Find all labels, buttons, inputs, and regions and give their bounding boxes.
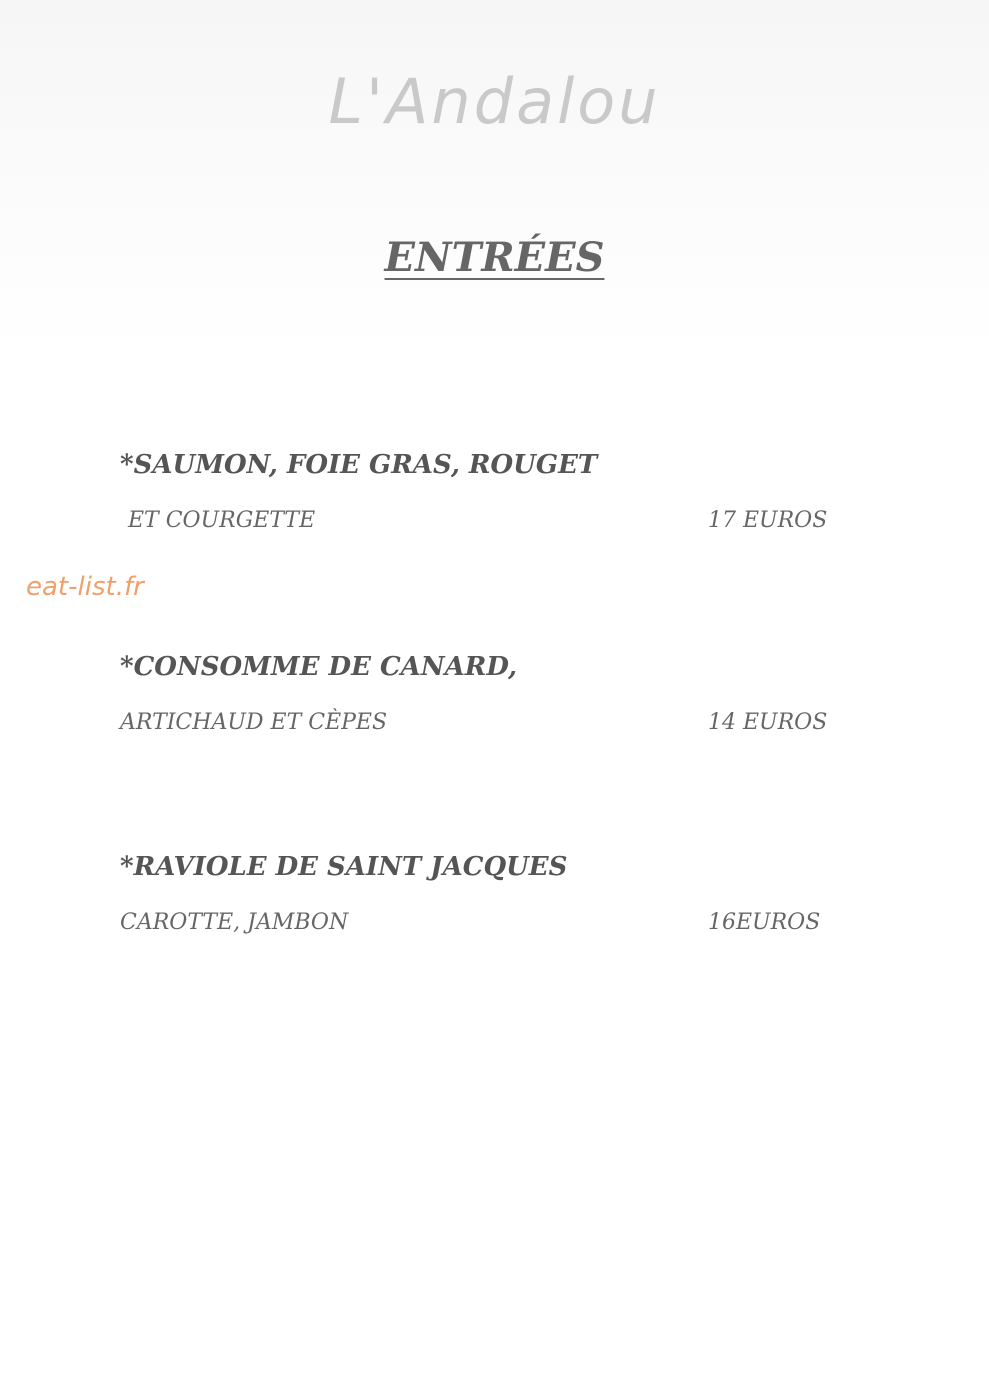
menu-item-price: 14 EUROS bbox=[708, 710, 828, 735]
menu-item-description: ET COURGETTE bbox=[128, 508, 316, 533]
menu-item-description: CAROTTE, JAMBON bbox=[120, 910, 349, 935]
menu-item-price: 16EUROS bbox=[708, 910, 821, 935]
menu-item-price: 17 EUROS bbox=[708, 508, 828, 533]
restaurant-logo-text: L'Andalou bbox=[328, 65, 661, 138]
section-title-text: ENTRÉES bbox=[384, 234, 605, 281]
watermark-link[interactable]: eat-list.fr bbox=[26, 572, 144, 602]
menu-item-description: ARTICHAUD ET CÈPES bbox=[120, 710, 388, 735]
menu-item-name: *CONSOMME DE CANARD, bbox=[120, 652, 518, 682]
menu-item-name: *RAVIOLE DE SAINT JACQUES bbox=[120, 852, 568, 882]
section-title bbox=[0, 232, 989, 284]
header-background bbox=[0, 0, 989, 350]
menu-item-name: *SAUMON, FOIE GRAS, ROUGET bbox=[120, 450, 598, 480]
